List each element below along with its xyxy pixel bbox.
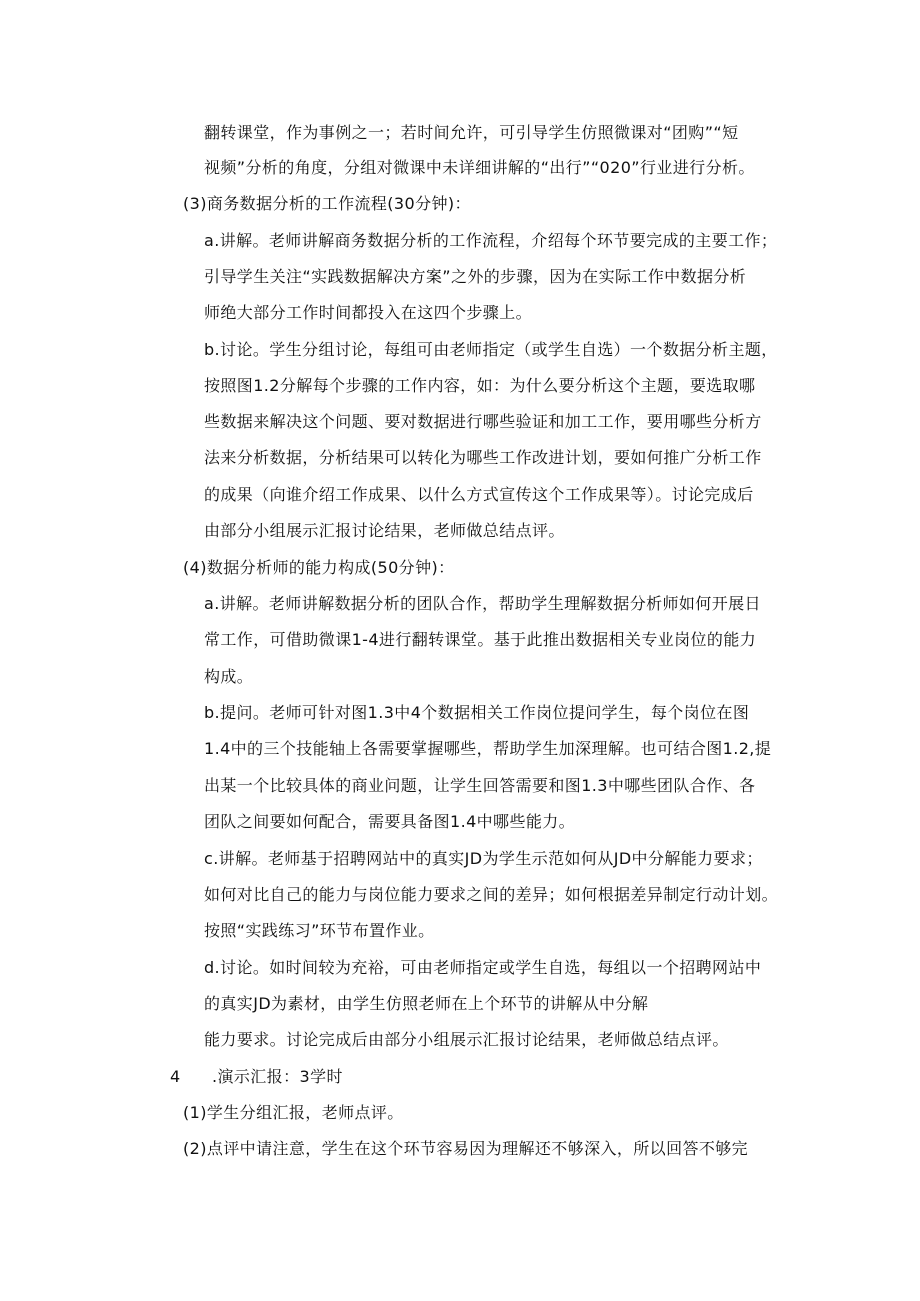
paragraph-line: b.提问。老师可针对图1.3中4个数据相关工作岗位提问学生，每个岗位在图 (204, 703, 750, 722)
heading-text: .演示汇报：3学时 (212, 1067, 343, 1086)
paragraph-line: a.讲解。老师讲解数据分析的团队合作，帮助学生理解数据分析师如何开展日 (204, 594, 761, 613)
list-item: (1)学生分组汇报，老师点评。 (183, 1103, 404, 1122)
paragraph-line: a.讲解。老师讲解商务数据分析的工作流程，介绍每个环节要完成的主要工作； (204, 231, 778, 250)
paragraph-line: 的真实JD为素材，由学生仿照老师在上个环节的讲解从中分解 (204, 994, 649, 1013)
paragraph-line: 引导学生关注“实践数据解决方案”之外的步骤，因为在实际工作中数据分析 (204, 267, 747, 286)
paragraph-line: 的成果（向谁介绍工作成果、以什么方式宣传这个工作成果等）。讨论完成后 (204, 485, 754, 504)
paragraph-line: 视频”分析的角度，分组对微课中未详细讲解的“出行”“020”行业进行分析。 (204, 158, 755, 177)
paragraph-line: 出某一个比较具体的商业问题，让学生回答需要和图1.3中哪些团队合作、各 (204, 776, 756, 795)
paragraph-line: d.讨论。如时间较为充裕，可由老师指定或学生自选，每组以一个招聘网站中 (204, 958, 762, 977)
paragraph-line: 由部分小组展示汇报讨论结果，老师做总结点评。 (204, 521, 565, 540)
section-heading: (4)数据分析师的能力构成(50分钟)： (183, 558, 455, 577)
paragraph-line: 按照图1.2分解每个步骤的工作内容，如：为什么要分析这个主题，要选取哪 (204, 376, 756, 395)
heading-number: 4 (170, 1067, 181, 1086)
paragraph-line: 如何对比自己的能力与岗位能力要求之间的差异；如何根据差异制定行动计划。 (204, 885, 779, 904)
paragraph-line: 师绝大部分工作时间都投入在这四个步骤上。 (204, 303, 533, 322)
paragraph-line: 法来分析数据，分析结果可以转化为哪些工作改进计划，要如何推广分析工作 (204, 448, 762, 467)
paragraph-line: 1.4中的三个技能轴上各需要掌握哪些，帮助学生加深理解。也可结合图1.2,提 (204, 739, 772, 758)
paragraph-line: 能力要求。讨论完成后由部分小组展示汇报讨论结果，老师做总结点评。 (204, 1030, 729, 1049)
paragraph-line: 翻转课堂，作为事例之一；若时间允许，可引导学生仿照微课对“团购”“短 (204, 123, 739, 142)
main-heading (170, 1066, 343, 1088)
paragraph-line: 按照“实践练习”环节布置作业。 (204, 921, 435, 940)
list-item: (2)点评中请注意，学生在这个环节容易因为理解还不够深入，所以回答不够完 (183, 1139, 749, 1158)
paragraph-line: 团队之间要如何配合，需要具备图1.4中哪些能力。 (204, 812, 576, 831)
paragraph-line: 些数据来解决这个问题、要对数据进行哪些验证和加工工作，要用哪些分析方 (204, 412, 762, 431)
paragraph-line: b.讨论。学生分组讨论，每组可由老师指定（或学生自选）一个数据分析主题， (204, 340, 778, 359)
paragraph-line: 常工作，可借助微课1-4进行翻转课堂。基于此推出数据相关专业岗位的能力 (204, 630, 757, 649)
section-heading: (3)商务数据分析的工作流程(30分钟)： (183, 194, 471, 213)
paragraph-line: 构成。 (204, 667, 254, 686)
paragraph-line: c.讲解。老师基于招聘网站中的真实JD为学生示范如何从JD中分解能力要求； (204, 849, 763, 868)
